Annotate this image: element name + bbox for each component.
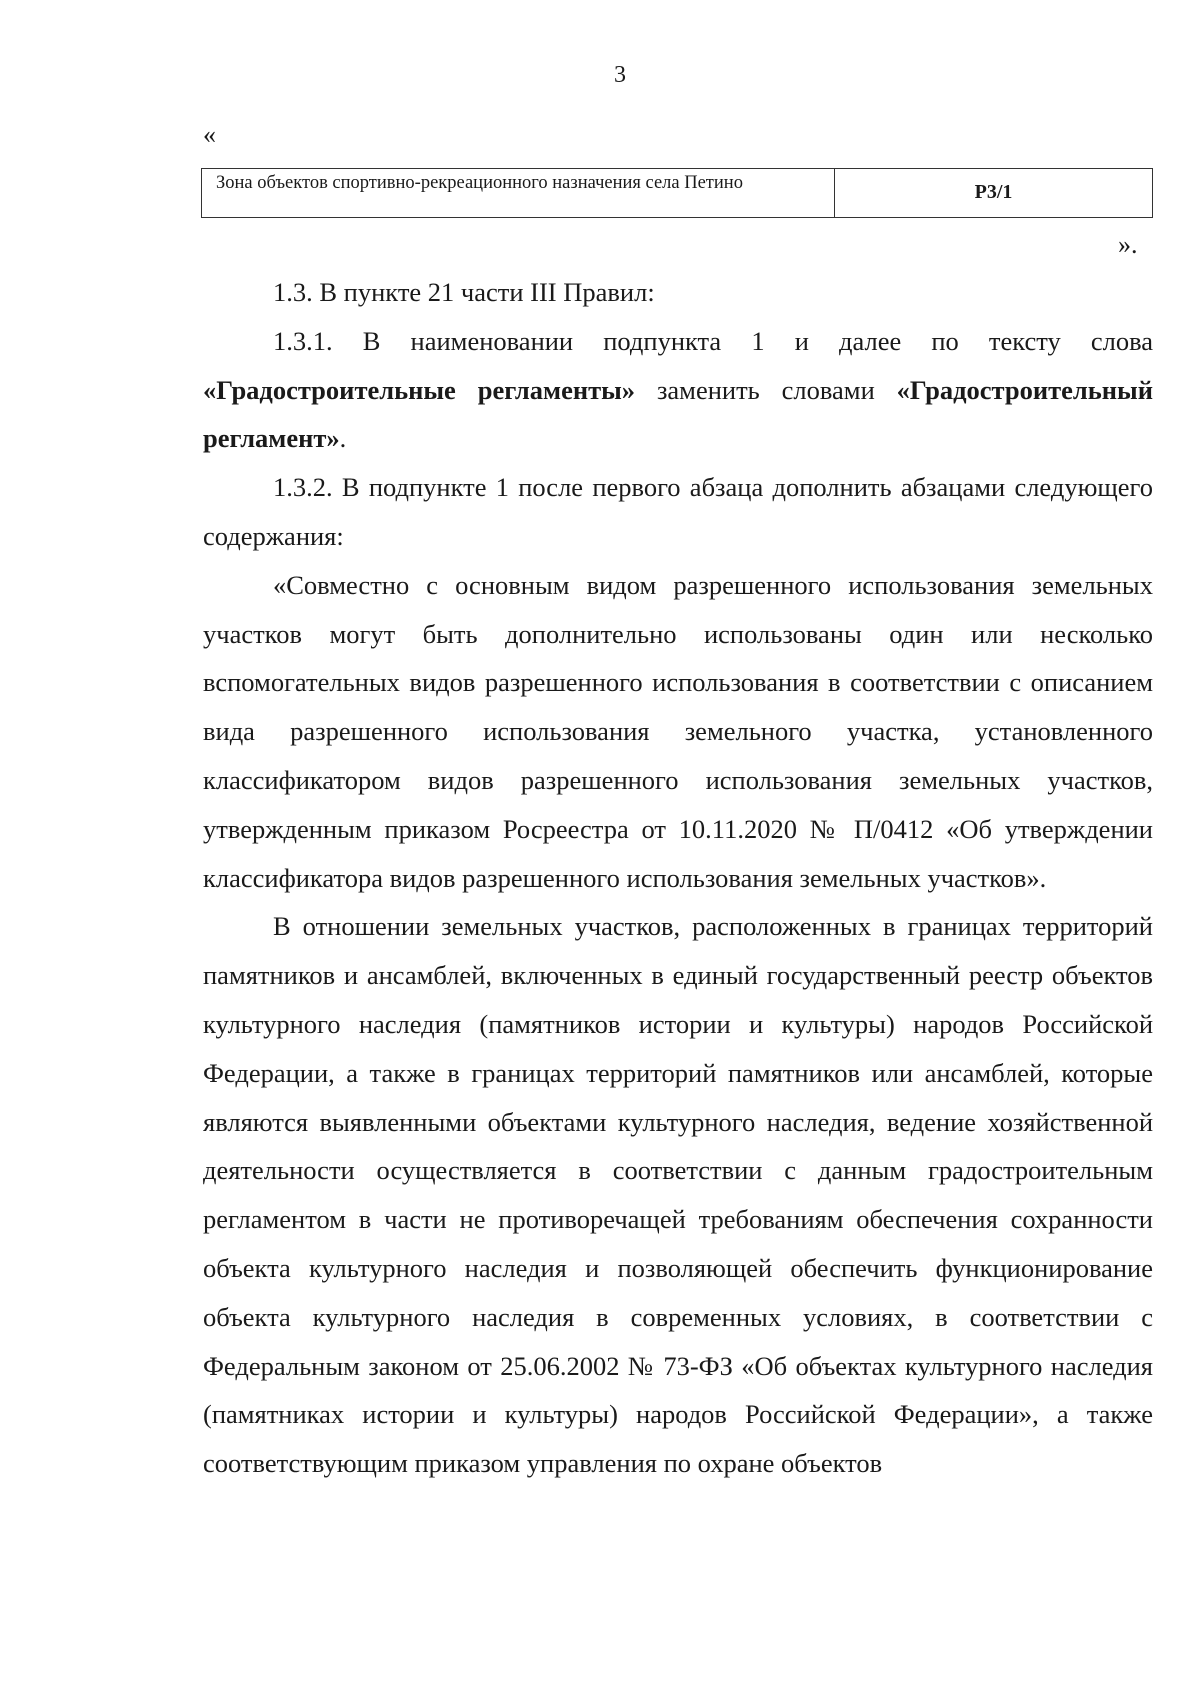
- paragraph-quoted-2: В отношении земельных участков, расположенных в границах территорий памятников и ансамблей, включенных в единый государственный реестр объектов культурного наследия (памятников истории и культуры) народов Российской Федерации, а также в границах территорий памятников или ансамблей, которые являются выявленными объектами культурного наследия, ведение хозяйственной деятельности осуществляется в соответствии с данным градостроительным регламентом в части не противоречащей требованиям обеспечения сохранности объекта культурного наследия и позволяющей обеспечить функционирование объекта культурного наследия в современных условиях, в соответствии с Федеральным законом от 25.06.2002 № 73-ФЗ «Об объектах культурного наследия (памятниках истории и культуры) народов Российской Федерации», а также соответствующим приказом управления по охране объектов: [203, 911, 1153, 1479]
- paragraph-quoted-1: «Совместно с основным видом разрешенного использования земельных участков могут быть дополнительно использованы один или несколько вспомогательных видов разрешенного использования в соответствии с описанием вида разрешенного использования земельного участка, установленного классификатором видов разрешенного использования земельных участков, утвержденным приказом Росреестра от 10.11.2020 № П/0412 «Об утверждении классификатора видов разрешенного использования земельных участков».: [203, 569, 1153, 893]
- zone-code-cell: Р3/1: [974, 181, 1013, 203]
- bold-phrase-old: «Градостроительные регламенты»: [203, 374, 636, 405]
- paragraph-1-3: 1.3. В пункте 21 части III Правил:: [273, 277, 655, 307]
- document-body: [203, 268, 1153, 1488]
- zone-name-cell: Зона объектов спортивно-рекреационного назначения села Петино: [202, 169, 835, 217]
- paragraph-1-3-1-end: .: [339, 423, 347, 454]
- paragraph-1-3-2: 1.3.2. В подпункте 1 после первого абзаца дополнить абзацами следующего содержания:: [203, 472, 1153, 551]
- zone-table: [201, 168, 1153, 218]
- paragraph-1-3-1-mid: заменить словами: [635, 374, 897, 405]
- page-number: 3: [614, 62, 626, 88]
- paragraph-1-3-1: [203, 317, 1153, 463]
- bold-phrase-new: «Градостроительный регламент»: [203, 374, 1153, 454]
- table-close-quote: ».: [1118, 230, 1138, 259]
- table-open-quote: «: [203, 120, 216, 149]
- paragraph-1-3-1-start: 1.3.1. В наименовании подпункта 1 и далее по тексту слова: [273, 325, 1153, 356]
